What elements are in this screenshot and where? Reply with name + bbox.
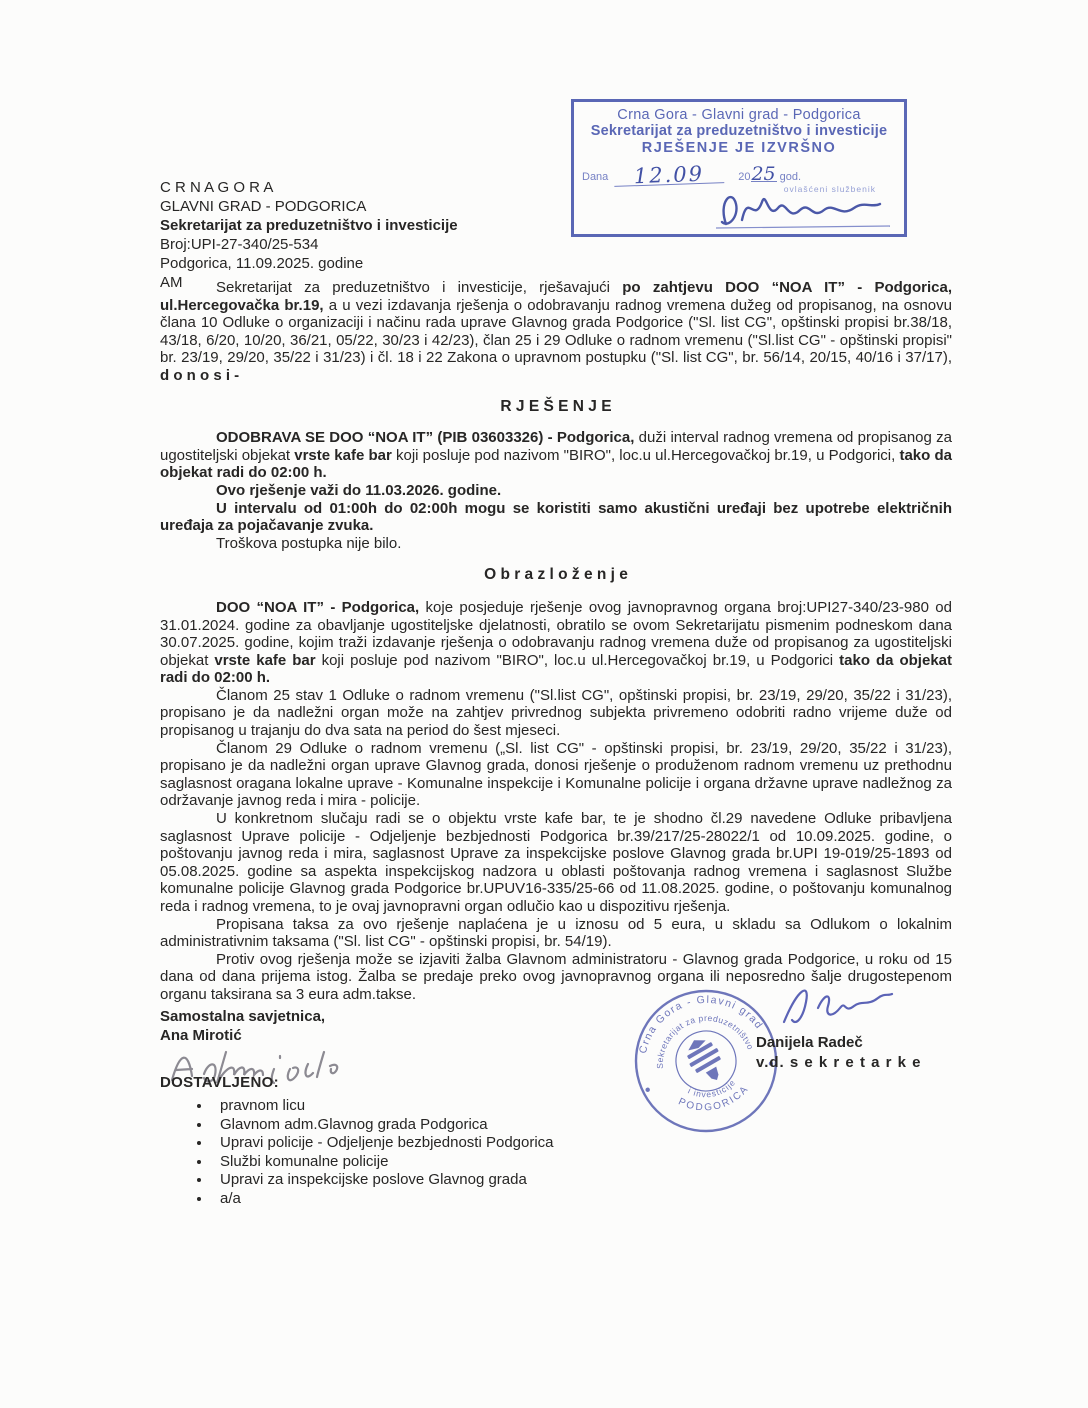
text-run: koje posjeduje rješenje ovog javnopravnog organa broj:UPI27-340/23-980 od 31.01.2024. godine za obavljanje ugostiteljske djelatnosti, obratilo se ovom Sekretarijatu pismenim podneskom dana 30.07.2025. godine, kojim traži izdavanje rješenja o odobravanju radnog vremena duže od propisanog za ugostiteljski objekat (160, 598, 952, 669)
costs-paragraph (160, 535, 952, 553)
text-run: U konkretnom slučaju radi se o objektu vrste kafe bar, te je shodno čl.29 navedene Odluke pribavljena saglasnost Uprave policije - Odjeljenje bezbjednosti Podgorica br.39/217/25-28022/1 od 10.09.2025. godine, o poštovanju javnog reda i mira, saglasnost Uprave za inspekcijske poslove Glavnog grada br.UPI 19-019/25-1893 od 05.08.2025. godine sa aspekta inspekcijskog nadzora u oblasti poštovanja radnog vremena i saglasnost Službe komunalne policije Glavnog grada Podgorice br.UPUV16-335/25-66 od 11.08.2025. godine, o poštovanju komunalnog reda i radnog vremena, to je ovaj javnopravni organ odlučio kao u dispozitivu rješenja. (160, 810, 952, 915)
rationale-paragraph-5 (160, 916, 952, 951)
text-run: vrste kafe bar (214, 651, 322, 669)
verification-stamp (571, 99, 907, 237)
text-run: a u vezi izdavanja rješenja o odobravanju radnog vremena dužeg od propisanog, na osnovu člana 10 Odluke o organizaciji i načinu rada uprave Glavnog grada Podgorice ("Sl. list CG", opštinski propisi br.38/18, 43/18, 6/20, 10/20, 36/21, 05/22, 30/23 i 42/23), član 25 i 29 Odluke o radnom vremenu ("Sl.list CG" - opštinski propisi" br. 23/19, 29/20, 35/22 i 31/23) i čl. 18 i 22 Zakona o upravnom postupku ("Sl. list CG", br. 56/14, 20/15, 40/16 i 37/17), (160, 296, 952, 367)
distribution-title: DOSTAVLJENO: (160, 1074, 279, 1091)
stamp-year (738, 163, 802, 185)
officer-signature-icon (708, 184, 898, 232)
distribution-list-item: • a/a (212, 1190, 554, 1209)
distribution-list-item: • Upravi za inspekcijske poslove Glavnog grada (212, 1171, 554, 1190)
round-stamp-inner-bottom-text: i investicije (686, 1077, 738, 1100)
text-run: Ovo rješenje važi do 11.03.2026. godine. (216, 481, 502, 499)
rationale-paragraph-2 (160, 687, 952, 740)
letterhead-place-date: Podgorica, 11.09.2025. godine (160, 255, 364, 272)
distribution-list-item: • Upravi policije - Odjeljenje bezbjednosti Podgorica (212, 1134, 554, 1153)
heading-rjesenje: R J E Š E N J E (500, 397, 612, 415)
document-body (160, 279, 952, 1004)
stamp-year-handwritten: 25 (751, 163, 776, 185)
text-run: Članom 29 Odluke o radnom vremenu („Sl. list CG" - opštinski propisi, br. 23/19, 29/20, 35/22 i 31/23), propisano je da nadležni organ uprave Glavnog grada, donosi rješenje o produženom radnom vremenu uz prethodnu saglasnost oragana lokalne uprave - Komunalne inspekcije i Komunalne policije i organa državne uprave nadležnog za održavanje javnog reda i mira - policije. (160, 739, 952, 810)
distribution-section (160, 1074, 554, 1209)
stamp-status-line: RJEŠENJE JE IZVRŠNO (641, 140, 837, 156)
text-run: tako da objekat radi do 02:00 h. (160, 651, 952, 687)
text-run: Članom 25 stav 1 Odluke o radnom vremenu ("Sl.list CG", opštinski propisi, br. 23/19, 29/20, 35/22 i 31/23), propisano je da nadležni organ može na zahtjev privrednog subjekta privremeno odobriti radno vrijeme duže od propisanog u trajanju do dva sata na period do šest mjeseci. (160, 686, 952, 740)
distribution-list (160, 1097, 554, 1209)
text-run: Propisana taksa za ovo rješenje naplaćena je u iznosu od 5 eura, u skladu sa Odlukom o lokalnim administrativnim taksama ("Sl. list CG" - opštinski propisi, br. 54/19). (160, 915, 952, 951)
text-run: po zahtjevu DOO “NOA IT” - Podgorica, ul.Hercegovačka br.19, (160, 279, 952, 314)
text-run: koji posluje pod nazivom "BIRO", loc.u ul.Hercegovačkoj br.19, u Podgorici, (396, 446, 900, 464)
secretary-handwritten-signature-icon (770, 978, 900, 1032)
letterhead-department: Sekretarijat za preduzetništvo i investicije (160, 217, 458, 234)
rationale-paragraph-4 (160, 810, 952, 916)
round-stamp-outer-text: Crna Gora - Glavni grad (636, 993, 766, 1055)
stamp-signer-label: ovlašćeni službenik (783, 184, 876, 194)
text-run: Protiv ovog rješenja može se izjaviti žalba Glavnom administratoru - Glavnog grada Podgorice, u roku od 15 dana od dana prijema istog. Žalba se predaje preko ovog javnopravnog organa ili neposredno šalje drugostepenom organu taksirana sa 3 eura adm.takse. (160, 950, 952, 1003)
letterhead-initials: AM (160, 274, 183, 291)
interval-paragraph (160, 500, 952, 535)
stamp-authority-line: Crna Gora - Glavni grad - Podgorica (617, 107, 861, 123)
text-run: duži interval radnog vremena od propisanog za ugostiteljski objekat (160, 429, 952, 464)
rationale-paragraph-3 (160, 740, 952, 810)
text-run: koji posluje pod nazivom "BIRO", loc.u ul.Hercegovačkoj br.19, u Podgorici (321, 651, 840, 669)
text-run: Sekretarijat za preduzetništvo i investicije, rješavajući (216, 279, 623, 296)
text-run: Troškova postupka nije bilo. (216, 534, 402, 552)
text-run: vrste kafe bar (294, 446, 396, 464)
advisor-title: Samostalna savjetnica, (160, 1008, 326, 1025)
advisor-signature-block (160, 1007, 325, 1045)
intro-paragraph (160, 279, 952, 385)
round-stamp-emblem (680, 1032, 731, 1088)
stamp-date-handwritten: 12.09 (614, 164, 725, 187)
text-run: DOO “NOA IT” - Podgorica, (216, 598, 426, 616)
text-run: ODOBRAVA SE DOO “NOA IT” (PIB 03603326) - Podgorica, (216, 429, 639, 447)
stamp-year-suffix: god. (779, 171, 802, 183)
stamp-department-line: Sekretarijat za preduzetništvo i investicije (590, 123, 888, 139)
stamp-year-prefix: 20 (738, 171, 751, 183)
letterhead-city: GLAVNI GRAD - PODGORICA (160, 198, 367, 215)
rationale-paragraph-1 (160, 599, 952, 687)
secretary-name: Danijela Radeč (756, 1034, 863, 1051)
round-stamp-bottom-text: PODGORICA (676, 1083, 752, 1114)
letterhead-country: C R N A G O R A (160, 179, 274, 196)
decision-paragraph (160, 429, 952, 482)
round-stamp-inner-top-text: Sekretarijat za preduzetništvo (654, 1012, 756, 1069)
distribution-list-item: • Glavnom adm.Glavnog grada Podgorica (212, 1116, 554, 1135)
text-run: U intervalu od 01:00h do 02:00h mogu se koristiti samo akustični uređaji bez upotrebe električnih uređaja za pojačavanje zvuka. (160, 499, 952, 535)
advisor-name: Ana Mirotić (160, 1027, 242, 1044)
validity-paragraph (160, 482, 952, 500)
heading-obrazlozenje: O b r a z l o ž e n j e (484, 566, 628, 584)
letterhead (160, 178, 458, 292)
text-run: tako da objekat radi do 02:00 h. (160, 446, 952, 482)
distribution-list-item: • Službi komunalne policije (212, 1153, 554, 1172)
stamp-date-label: Dana (582, 171, 609, 183)
letterhead-case-number: Broj:UPI-27-340/25-534 (160, 236, 319, 253)
secretary-signature-block (756, 1033, 921, 1073)
secretary-title: v.d. s e k r e t a r k e (756, 1054, 922, 1071)
text-run: d o n o s i - (160, 366, 240, 384)
svg-text:PODGORICA (675, 1082, 755, 1120)
distribution-list-item: • pravnom licu (212, 1097, 554, 1116)
